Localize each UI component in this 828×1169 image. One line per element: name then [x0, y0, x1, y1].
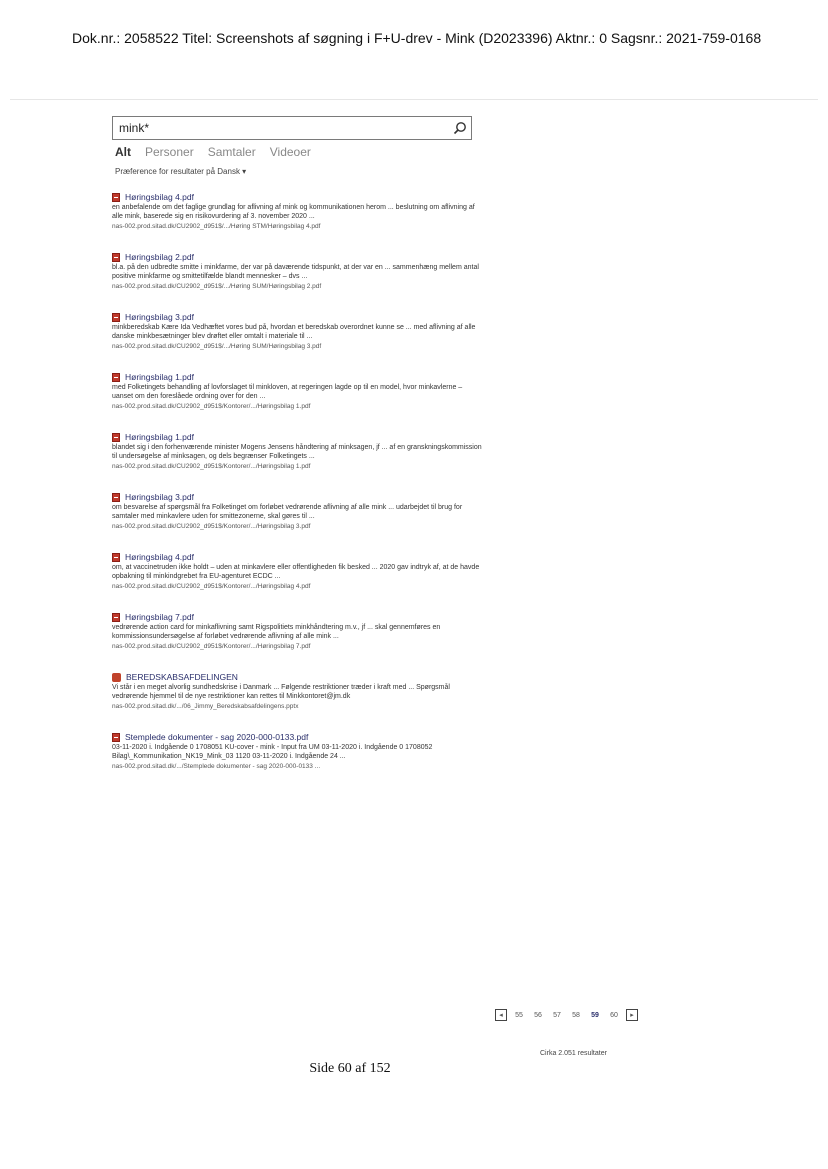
result-snippet: Vi står i en meget alvorlig sundhedskrise i Danmark ... Følgende restriktioner træder i kraft med ... Spørgsmål vedrørende hjemmel til de nye restriktioner kan rettes til Minkkontoret@jm.dk — [112, 684, 450, 700]
result-title-text[interactable]: Høringsbilag 1.pdf — [125, 372, 194, 382]
result-snippet: 03-11-2020 i. Indgående 0 1708051 KU-cover - mink - Input fra UM 03-11-2020 i. Indgående 0 1708052 Bilag\_Kommunikation_NK19_Mink_03 1120 03-11-2020 i. Indgående 24 ... — [112, 744, 433, 760]
result-snippet: blandet sig i den forhenværende minister Mogens Jensens håndtering af minksagen, jf ... af en granskningskommission til undersøgelse af minksagen, og dels begrænser Folketingets ... — [112, 444, 482, 460]
language-preference[interactable]: Præference for resultater på Dansk ▾ — [115, 167, 247, 176]
current-page-link[interactable]: 59 — [591, 1011, 599, 1019]
page-link[interactable]: 57 — [553, 1011, 561, 1019]
result-title[interactable] — [112, 252, 482, 262]
tab-conversations[interactable]: Samtaler — [207, 145, 256, 159]
page-link[interactable]: 56 — [534, 1011, 542, 1019]
tab-people[interactable]: Personer — [145, 145, 194, 159]
result-title[interactable] — [112, 372, 482, 382]
result-snippet: en anbefalende om det faglige grundlag for aflivning af mink og kommunikationen herom ... beslutning om aflivning af alle mink, baserede sig en risikovurdering af 3. november 2020 ... — [112, 204, 475, 220]
result-title-text[interactable]: Høringsbilag 7.pdf — [125, 612, 194, 622]
pdf-icon — [112, 253, 120, 262]
page-footer: Side 60 af 152 — [309, 1061, 391, 1076]
result-title[interactable] — [112, 492, 482, 502]
result-url[interactable]: nas-002.prod.sitad.dk/CU2902_d951$/.../Høring STM/Høringsbilag 4.pdf — [112, 223, 321, 230]
result-title[interactable] — [112, 312, 482, 322]
pagination — [495, 1009, 638, 1021]
result-title-text[interactable]: Høringsbilag 3.pdf — [125, 492, 194, 502]
result-snippet: om besvarelse af spørgsmål fra Folketinget om forløbet vedrørende aflivning af alle mink ... udarbejdet til brug for samtaler med minkavlere uden for smittezonerne, skal gøres til ... — [112, 504, 463, 520]
result-url[interactable]: nas-002.prod.sitad.dk/CU2902_d951$/.../Høring SUM/Høringsbilag 3.pdf — [112, 343, 322, 350]
page-link[interactable]: 60 — [610, 1011, 618, 1019]
search-result — [112, 432, 482, 471]
result-title-text[interactable]: Stemplede dokumenter - sag 2020-000-0133.pdf — [125, 732, 309, 742]
result-title-text[interactable]: Høringsbilag 4.pdf — [125, 192, 194, 202]
search-result — [112, 612, 482, 651]
search-icon[interactable] — [449, 117, 471, 139]
result-title-text[interactable]: Høringsbilag 1.pdf — [125, 432, 194, 442]
search-box[interactable] — [112, 116, 472, 140]
search-result — [112, 492, 482, 531]
search-result — [112, 372, 482, 411]
page-link[interactable]: 55 — [515, 1011, 523, 1019]
pdf-icon — [112, 493, 120, 502]
result-snippet: minkberedskab Kære Ida Vedhæftet vores bud på, hvordan et beredskab overordnet kunne se ... med aflivning af alle danske minkbesætninger blev drøftet eller omtalt i materiale til ... — [112, 324, 476, 340]
result-url[interactable]: nas-002.prod.sitad.dk/.../Stemplede dokumenter - sag 2020-000-0133 ... — [112, 763, 321, 770]
result-title-text[interactable]: Høringsbilag 3.pdf — [125, 312, 194, 322]
pdf-icon — [112, 313, 120, 322]
result-title[interactable] — [112, 192, 482, 202]
ppt-icon — [112, 673, 121, 682]
result-url[interactable]: nas-002.prod.sitad.dk/CU2902_d951$/Kontorer/.../Høringsbilag 1.pdf — [112, 403, 311, 410]
result-title-text[interactable]: Høringsbilag 4.pdf — [125, 552, 194, 562]
result-title[interactable] — [112, 552, 482, 562]
search-tabs — [115, 145, 311, 159]
result-url[interactable]: nas-002.prod.sitad.dk/CU2902_d951$/Kontorer/.../Høringsbilag 7.pdf — [112, 643, 311, 650]
divider — [10, 99, 818, 100]
tab-videos[interactable]: Videoer — [269, 145, 311, 159]
result-title[interactable] — [112, 432, 482, 442]
tab-all[interactable]: Alt — [115, 145, 131, 159]
result-url[interactable]: nas-002.prod.sitad.dk/.../06_Jimmy_Beredskabsafdelingens.pptx — [112, 703, 299, 710]
result-url[interactable]: nas-002.prod.sitad.dk/CU2902_d951$/Kontorer/.../Høringsbilag 1.pdf — [112, 463, 311, 470]
pdf-icon — [112, 433, 120, 442]
result-title-text[interactable]: Høringsbilag 2.pdf — [125, 252, 194, 262]
search-result — [112, 672, 482, 711]
prev-page-button[interactable]: ◂ — [495, 1009, 507, 1021]
results-list — [112, 192, 482, 792]
result-url[interactable]: nas-002.prod.sitad.dk/CU2902_d951$/.../Høring SUM/Høringsbilag 2.pdf — [112, 283, 322, 290]
result-title-text[interactable]: BEREDSKABSAFDELINGEN — [126, 672, 238, 682]
result-count: Cirka 2.051 resultater — [540, 1050, 607, 1057]
result-snippet: vedrørende action card for minkaflivning samt Rigspolitiets minkhåndtering m.v., jf ... skal gennemføres en kommissionsundersøgelse af forløbet vedrørende aflivning af alle mink ... — [112, 624, 441, 640]
pdf-icon — [112, 613, 120, 622]
result-url[interactable]: nas-002.prod.sitad.dk/CU2902_d951$/Kontorer/.../Høringsbilag 4.pdf — [112, 583, 311, 590]
search-result — [112, 732, 482, 771]
result-snippet: med Folketingets behandling af lovforslaget til minkloven, at regeringen lagde op til en model, hvor minkavlerne – uanset om den foreslåede ordning over for den ... — [112, 384, 463, 400]
result-title[interactable] — [112, 672, 482, 682]
pdf-icon — [112, 373, 120, 382]
page-link[interactable]: 58 — [572, 1011, 580, 1019]
pdf-icon — [112, 733, 120, 742]
result-url[interactable]: nas-002.prod.sitad.dk/CU2902_d951$/Kontorer/.../Høringsbilag 3.pdf — [112, 523, 311, 530]
search-result — [112, 252, 482, 291]
search-input[interactable] — [113, 121, 449, 135]
search-result — [112, 312, 482, 351]
result-snippet: om, at vaccinetruden ikke holdt – uden at minkavlere eller offentligheden fik besked ... 2020 gav indtryk af, at de havde opbakning til minkindgrebet fra EU-agenturet ECDC ... — [112, 564, 480, 580]
search-result — [112, 552, 482, 591]
result-snippet: bl.a. på den udbredte smitte i minkfarme, der var på daværende tidspunkt, at der var en ... sammenhæng mellem antal positive minkfarme og smittetilfælde blandt mennesker – dvs ... — [112, 264, 479, 280]
next-page-button[interactable]: ▸ — [626, 1009, 638, 1021]
result-title[interactable] — [112, 732, 482, 742]
pdf-icon — [112, 553, 120, 562]
document-header: Dok.nr.: 2058522 Titel: Screenshots af søgning i F+U-drev - Mink (D2023396) Aktnr.: 0 Sagsnr.: 2021-759-0168 — [72, 30, 762, 46]
result-title[interactable] — [112, 612, 482, 622]
search-result — [112, 192, 482, 231]
pdf-icon — [112, 193, 120, 202]
